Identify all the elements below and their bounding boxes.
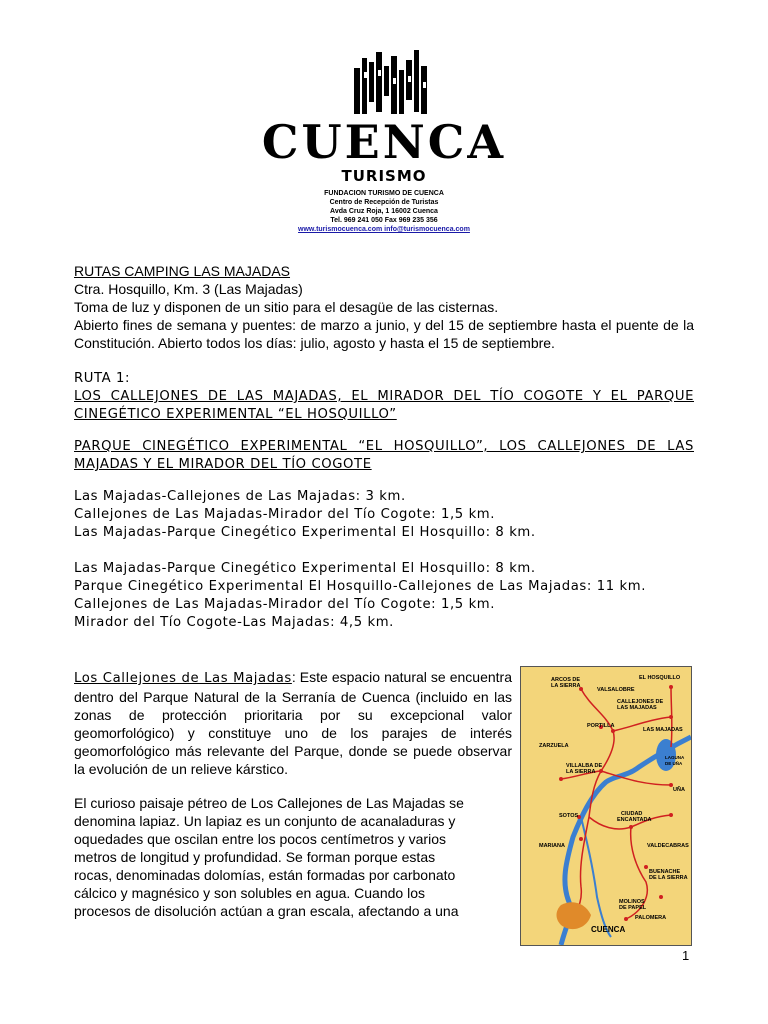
route-label: RUTA 1: — [74, 371, 131, 386]
distance-line: Callejones de Las Majadas-Mirador del Tío Cogote: 1,5 km. — [74, 597, 496, 612]
callejones-heading: Los Callejones de Las Majadas — [74, 671, 292, 686]
distance-line: Callejones de Las Majadas-Mirador del Tío Cogote: 1,5 km. — [74, 507, 496, 522]
map-label: ZARZUELA — [539, 743, 569, 749]
camping-services: Toma de luz y disponen de un sitio para el desagüe de las cisternas. — [74, 299, 499, 315]
org-web-link[interactable]: www.turismocuenca.com info@turismocuenca.com — [298, 226, 470, 233]
route-map-svg — [521, 667, 691, 945]
map-label: UÑA — [673, 787, 685, 793]
map-label: SOTOS — [559, 813, 579, 819]
brand-title: CUENCA — [261, 115, 507, 169]
map-label: DE UÑA — [665, 761, 683, 766]
map-label: LA SIERRA — [551, 683, 581, 689]
document-title: RUTAS CAMPING LAS MAJADAS — [74, 263, 291, 279]
org-name: FUNDACION TURISMO DE CUENCA — [324, 190, 444, 197]
camping-opening: Abierto fines de semana y puentes: de marzo a junio, y del 15 de septiembre hasta el puente de la Constitución. Abierto todos los días: julio, agosto y hasta el 15 de septiembre. — [74, 317, 694, 351]
distance-line: Las Majadas-Callejones de Las Majadas: 3 km. — [74, 489, 406, 504]
map-label: DE PAPEL — [619, 905, 647, 911]
header — [0, 0, 768, 240]
lapiaz-line: El curioso paisaje pétreo de Los Callejones de Las Majadas se — [74, 795, 464, 811]
lapiaz-line: rocas, denominadas dolomías, están formadas por carbonato — [74, 867, 456, 883]
lapiaz-paragraph — [74, 794, 494, 920]
distance-line: Las Majadas-Parque Cinegético Experimental El Hosquillo: 8 km. — [74, 561, 536, 576]
document-body — [74, 262, 694, 632]
lapiaz-line: metros de longitud y profundidad. Se forman porque estas — [74, 849, 436, 865]
distance-line: Mirador del Tío Cogote-Las Majadas: 4,5 km. — [74, 615, 394, 630]
org-phone: Tel. 969 241 050 Fax 969 235 356 — [330, 217, 438, 224]
lapiaz-line: procesos de disolución actúan a gran escala, afectando a una — [74, 903, 459, 919]
map-label: CALLEJONES DE — [617, 699, 664, 705]
org-address: Avda Cruz Roja, 1 16002 Cuenca — [330, 208, 438, 215]
distance-line: Las Majadas-Parque Cinegético Experimental El Hosquillo: 8 km. — [74, 525, 536, 540]
map-label: EL HOSQUILLO — [639, 675, 681, 681]
lapiaz-line: denomina lapiaz. Un lapiaz es un conjunto de acanaladuras y — [74, 813, 456, 829]
map-label: BUENACHE — [649, 869, 681, 875]
cuenca-town — [557, 902, 592, 929]
route-title-2: PARQUE CINEGÉTICO EXPERIMENTAL “EL HOSQUILLO”, LOS CALLEJONES DE LAS MAJADAS Y EL MIRADOR DEL TÍO COGOTE — [74, 439, 694, 472]
road — [581, 689, 614, 817]
map-label: DE LA SIERRA — [649, 875, 688, 881]
town-markers — [559, 685, 673, 921]
map-label: CIUDAD — [621, 811, 643, 817]
lapiaz-line: oquedades que oscilan entre los pocos centímetros y varios — [74, 831, 446, 847]
distance-line: Parque Cinegético Experimental El Hosquillo-Callejones de Las Majadas: 11 km. — [74, 579, 646, 594]
page-number: 1 — [682, 948, 690, 963]
map-label: MARIANA — [539, 843, 565, 849]
route-title-1: LOS CALLEJONES DE LAS MAJADAS, EL MIRADOR DEL TÍO COGOTE Y EL PARQUE CINEGÉTICO EXPERIMENTAL “EL HOSQUILLO” — [74, 389, 694, 422]
map-label: MOLINOS — [619, 899, 645, 905]
map-label: VALDECABRAS — [647, 843, 689, 849]
map-label: LAS MAJADAS — [617, 705, 657, 711]
map-label: ARCOS DE — [551, 677, 581, 683]
map-label: CUENCA — [591, 925, 626, 934]
callejones-text: : Este espacio natural se encuentra dentro del Parque Natural de la Serranía de Cuenca (incluido en las zonas de protección prioritaria por su excepcional valor geomorfológico) y constituye uno de los parajes de interés geomorfológico más relevante del Parque, donde se puede observar la evolución de un relieve kárstico. — [74, 669, 513, 777]
map-label: VALSALOBRE — [597, 687, 635, 693]
org-center: Centro de Recepción de Turistas — [329, 199, 439, 206]
map-label: LA SIERRA — [566, 769, 596, 775]
map-label: ENCANTADA — [617, 817, 652, 823]
callejones-paragraph — [74, 668, 512, 778]
camping-address: Ctra. Hosquillo, Km. 3 (Las Majadas) — [74, 281, 303, 297]
map-label: LAGUNA — [665, 755, 685, 760]
lapiaz-line: cálcico y magnésico y son solubles en agua. Cuando los — [74, 885, 425, 901]
map-label: PORTILLA — [587, 723, 615, 729]
cuenca-logo-icon — [350, 48, 432, 120]
brand-subtitle: TURISMO — [341, 167, 427, 185]
map-label: PALOMERA — [635, 915, 667, 921]
route-map — [520, 666, 692, 946]
map-label: LAS MAJADAS — [643, 727, 683, 733]
map-label: VILLALBA DE — [566, 763, 603, 769]
